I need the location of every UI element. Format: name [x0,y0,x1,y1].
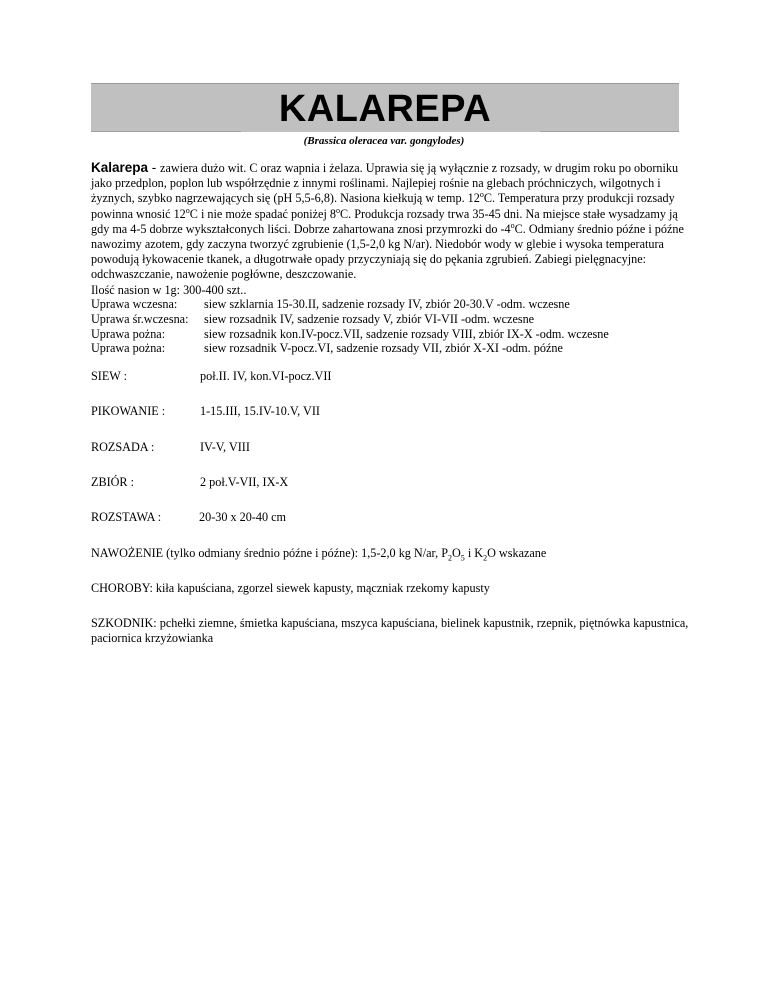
fertilization-text: NAWOŻENIE (tylko odmiany średnio późne i późne): 1,5-2,0 kg N/ar, P [91,546,448,560]
intro-paragraph [91,160,691,298]
subscript: 2 [447,553,452,563]
fertilization-text: O wskazane [487,546,547,560]
degree-mark: o [510,220,515,230]
page-title: KALAREPA [278,88,492,130]
degree-mark: o [479,190,484,200]
term-value: IV-V, VIII [200,440,250,454]
intro-text-3: C i nie może spadać poniżej 8 [189,206,336,221]
term-label: ROZSADA : [91,440,155,454]
divider-right [540,131,679,132]
term-siew [91,369,331,384]
term-value: 2 poł.V-VII, IX-X [200,475,289,489]
degree-mark: o [335,205,340,215]
fertilization-note [91,546,701,561]
schedule-label: Uprawa pożna: [91,326,166,341]
schedule-label: Uprawa śr.wczesna: [91,311,189,326]
term-label: ROZSTAWA : [91,510,162,524]
title-banner [91,83,679,132]
term-zbior [91,475,288,490]
term-label: PIKOWANIE : [91,404,166,418]
term-value: poł.II. IV, kon.VI-pocz.VII [200,369,332,383]
pests-note: SZKODNIK: pchełki ziemne, śmietka kapuściana, mszyca kapuściana, bielinek kapustnik, rzepnik, piętnówka kapustnica, paciornica krzyżowianka [91,616,689,645]
diseases-note: CHOROBY: kiła kapuściana, zgorzel siewek kapusty, mączniak rzekomy kapusty [91,581,490,595]
schedule-text: siew rozsadnik kon.IV-pocz.VII, sadzenie rozsady VIII, zbiór IX-X -odm. wczesne [204,326,609,341]
intro-text-4: C. Produkcja rozsady trwa 35-45 dni. Na miejsce stałe wysadzamy ją gdy ma 4-5 dobrze wykształconych liści. Dobrze zahartowana znosi przymrozki do -4 [91,206,678,236]
intro-text-1: zawiera dużo wit. C oraz wapnia i żelaza. Uprawia się ją wyłącznie z rozsady, w drugim roku po oborniku jako przedplon, poplon lub współrzędnie z innymi roślinami. Najlepiej rośnie na glebach próchniczych, wilgotnych i żyznych, szybko nagrzewających się (pH 5,5-6,8). Nasiona kiełkują w temp. 12 [91,161,679,206]
subscript: 5 [460,553,465,563]
fertilization-text: O [451,546,461,560]
seed-count: Ilość nasion w 1g: 300-400 szt.. [91,282,247,297]
schedule-list [91,297,609,356]
schedule-text: siew rozsadnik IV, sadzenie rozsady V, zbiór VI-VII -odm. wczesne [204,311,535,326]
term-pikowanie [91,404,320,419]
schedule-label: Uprawa pożna: [91,341,166,356]
term-rozstawa [91,510,286,525]
latin-name: (Brassica oleracea var. gongylodes) [303,135,465,147]
intro-text-5: C. Odmiany średnio późne i późne nawozimy azotem, gdy zaczyna tworzyć zgrubienie (1,5-2,0 kg N/ar). Niedobór wody w glebie i wysoka temperatura powodują łykowacenie tkanek, a długotrwałe opady przyczyniają się do pękania zgrubień. Zabiegi pielęgnacyjne: odchwaszczanie, nawożenie pogłówne, deszczowanie. [91,221,684,282]
fertilization-text: i K [464,546,484,560]
term-rozsada [91,440,250,455]
subscript: 2 [483,553,488,563]
schedule-row [91,297,609,312]
divider-left [91,131,241,132]
schedule-row [91,312,609,327]
term-label: ZBIÓR : [91,475,134,489]
schedule-text: siew szklarnia 15-30.II, sadzenie rozsady IV, zbiór 20-30.V -odm. wczesne [204,297,570,311]
term-value: 20-30 x 20-40 cm [199,510,286,524]
term-label: SIEW : [91,369,127,383]
degree-mark: o [185,205,190,215]
term-value: 1-15.III, 15.IV-10.V, VII [200,404,320,418]
schedule-label: Uprawa wczesna: [91,297,178,311]
schedule-row [91,327,609,342]
intro-lead: Kalarepa [91,160,149,175]
schedule-text: siew rozsadnik V-pocz.VI, sadzenie rozsady VII, zbiór X-XI -odm. późne [204,341,563,356]
schedule-row [91,341,609,356]
intro-text-2: C. Temperatura przy produkcji rozsady powinna wnosić 12 [91,191,675,221]
intro-lead-dash: - [148,160,161,175]
